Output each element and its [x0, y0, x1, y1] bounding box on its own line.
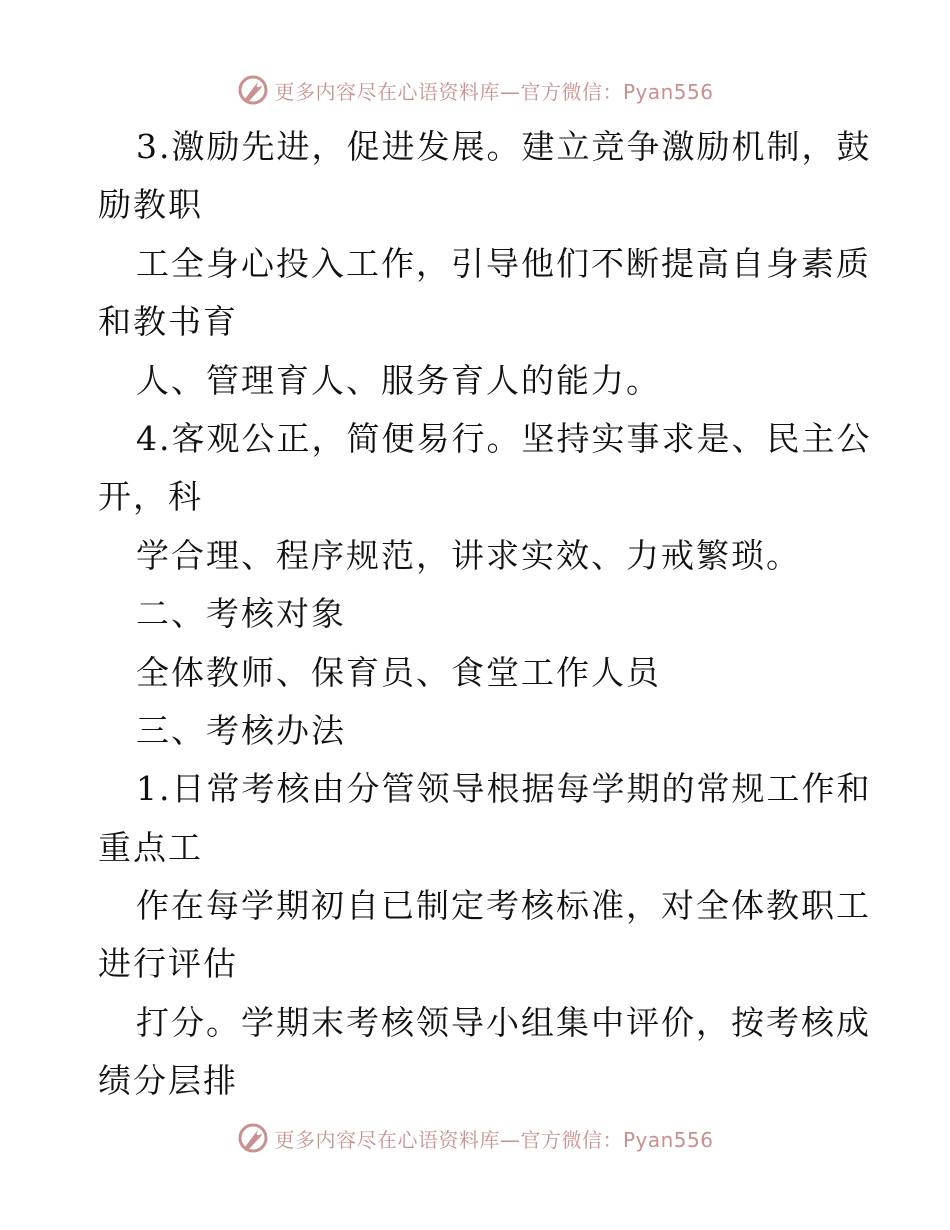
pen-nib-logo-icon — [236, 1121, 270, 1155]
footer-watermark — [0, 1118, 950, 1158]
text-line: 4.客观公正，简便易行。坚持实事求是、民主公 — [136, 418, 872, 458]
text-line: 重点工 — [98, 827, 203, 867]
watermark-text: 更多内容尽在心语资料库—官方微信：Pyan556 — [274, 79, 714, 104]
header-watermark — [0, 70, 950, 110]
text-line: 全体教师、保育员、食堂工作人员 — [136, 652, 661, 692]
text-line: 绩分层排 — [98, 1061, 238, 1101]
text-line: 工全身心投入工作，引导他们不断提高自身素质 — [136, 243, 871, 283]
text-line: 作在每学期初自已制定考核标准，对全体教职工 — [136, 886, 871, 926]
text-line: 和教书育 — [98, 302, 238, 342]
text-line: 人、管理育人、服务育人的能力。 — [136, 360, 661, 400]
text-line: 学合理、程序规范，讲求实效、力戒繁琐。 — [136, 535, 801, 575]
text-line: 打分。学期末考核领导小组集中评价，按考核成 — [136, 1002, 871, 1042]
text-line: 励教职 — [98, 185, 203, 225]
text-line: 开，科 — [98, 477, 203, 517]
document-body — [98, 118, 872, 1111]
section-heading: 二、考核对象 — [136, 594, 346, 634]
section-heading: 三、考核办法 — [136, 710, 346, 750]
text-line: 进行评估 — [98, 944, 238, 984]
text-line: 3.激励先进，促进发展。建立竞争激励机制，鼓 — [136, 127, 872, 166]
watermark-text: 更多内容尽在心语资料库—官方微信：Pyan556 — [274, 1127, 714, 1152]
text-line: 1.日常考核由分管领导根据每学期的常规工作和 — [136, 769, 872, 809]
pen-nib-logo-icon — [236, 73, 270, 107]
